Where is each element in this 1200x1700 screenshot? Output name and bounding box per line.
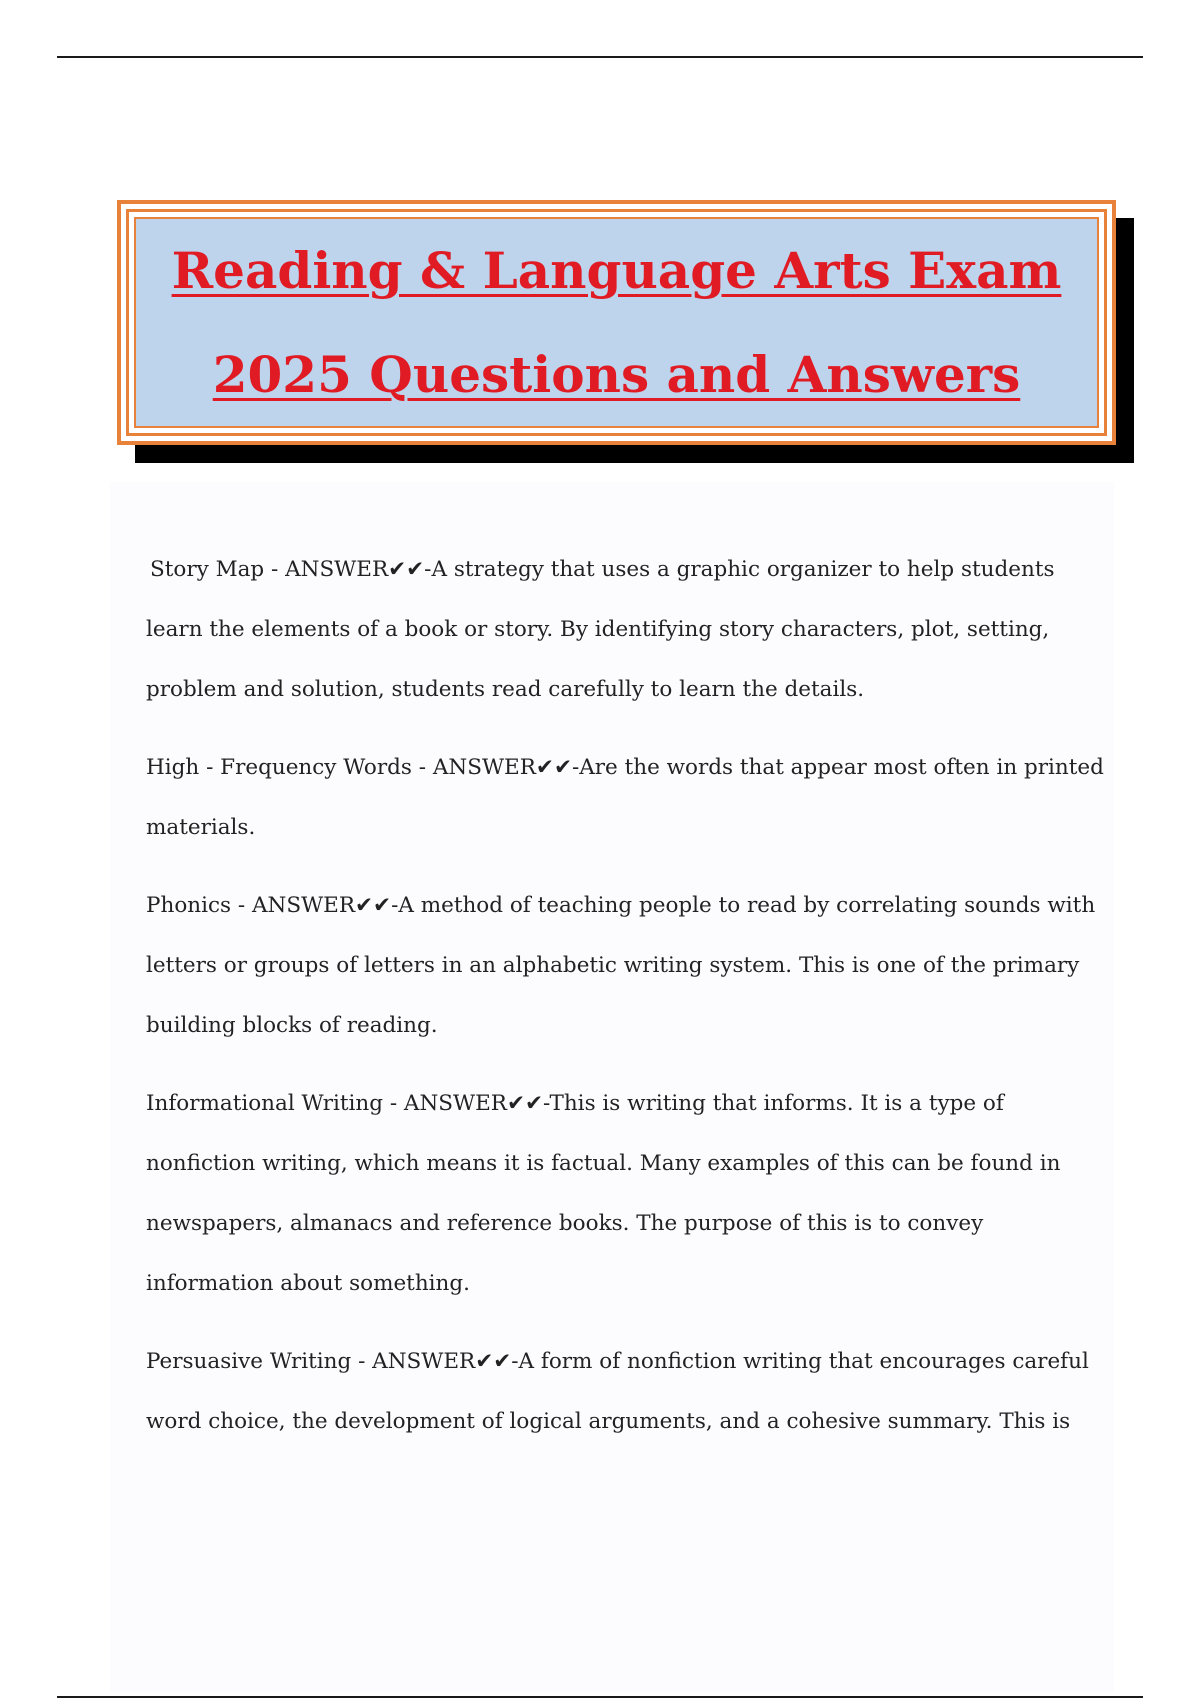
qa-item-persuasive-writing [146, 1332, 1106, 1452]
title-box [117, 200, 1116, 445]
qa-item-phonics [146, 876, 1106, 1056]
qa-item-high-frequency-words [146, 738, 1106, 858]
qa-term: Persuasive Writing [146, 1349, 352, 1374]
answer-marker: - ANSWER✔✔- [382, 1091, 550, 1116]
qa-term: Story Map [150, 557, 265, 582]
title-box-inner-border [126, 209, 1107, 436]
qa-list [146, 540, 1106, 1470]
qa-item-informational-writing [146, 1074, 1106, 1314]
header-rule [57, 56, 1143, 58]
answer-marker: - ANSWER✔✔- [264, 557, 432, 582]
qa-term: Informational Writing [146, 1091, 383, 1116]
answer-marker: - ANSWER✔✔- [351, 1349, 519, 1374]
footer-rule [57, 1696, 1143, 1698]
title-panel [134, 217, 1099, 428]
qa-answer: A strategy that uses a graphic organizer to help students learn the elements of a book or story. By identifying story characters, plot, setting, problem and solution, students read carefully to learn the details. [146, 557, 1055, 702]
qa-answer: This is writing that informs. It is a type of nonfiction writing, which means it is factual. Many examples of this can be found in newspapers, almanacs and reference books. The purpose of this is to convey information about something. [146, 1091, 1061, 1296]
document-title-line-1: Reading & Language Arts Exam [171, 240, 1062, 300]
qa-answer: Are the words that appear most often in printed materials. [146, 755, 1104, 840]
answer-marker: - ANSWER✔✔- [231, 893, 399, 918]
document-title-line-2: 2025 Questions and Answers [212, 344, 1021, 404]
answer-marker: - ANSWER✔✔- [411, 755, 580, 780]
qa-item-story-map [146, 540, 1106, 720]
qa-term: Phonics [146, 893, 232, 918]
qa-answer: A form of nonfiction writing that encourages careful word choice, the development of logical arguments, and a cohesive summary. This is [146, 1349, 1089, 1434]
qa-term: High - Frequency Words [146, 755, 412, 780]
qa-answer: A method of teaching people to read by correlating sounds with letters or groups of letters in an alphabetic writing system. This is one of the primary building blocks of reading. [146, 893, 1096, 1038]
